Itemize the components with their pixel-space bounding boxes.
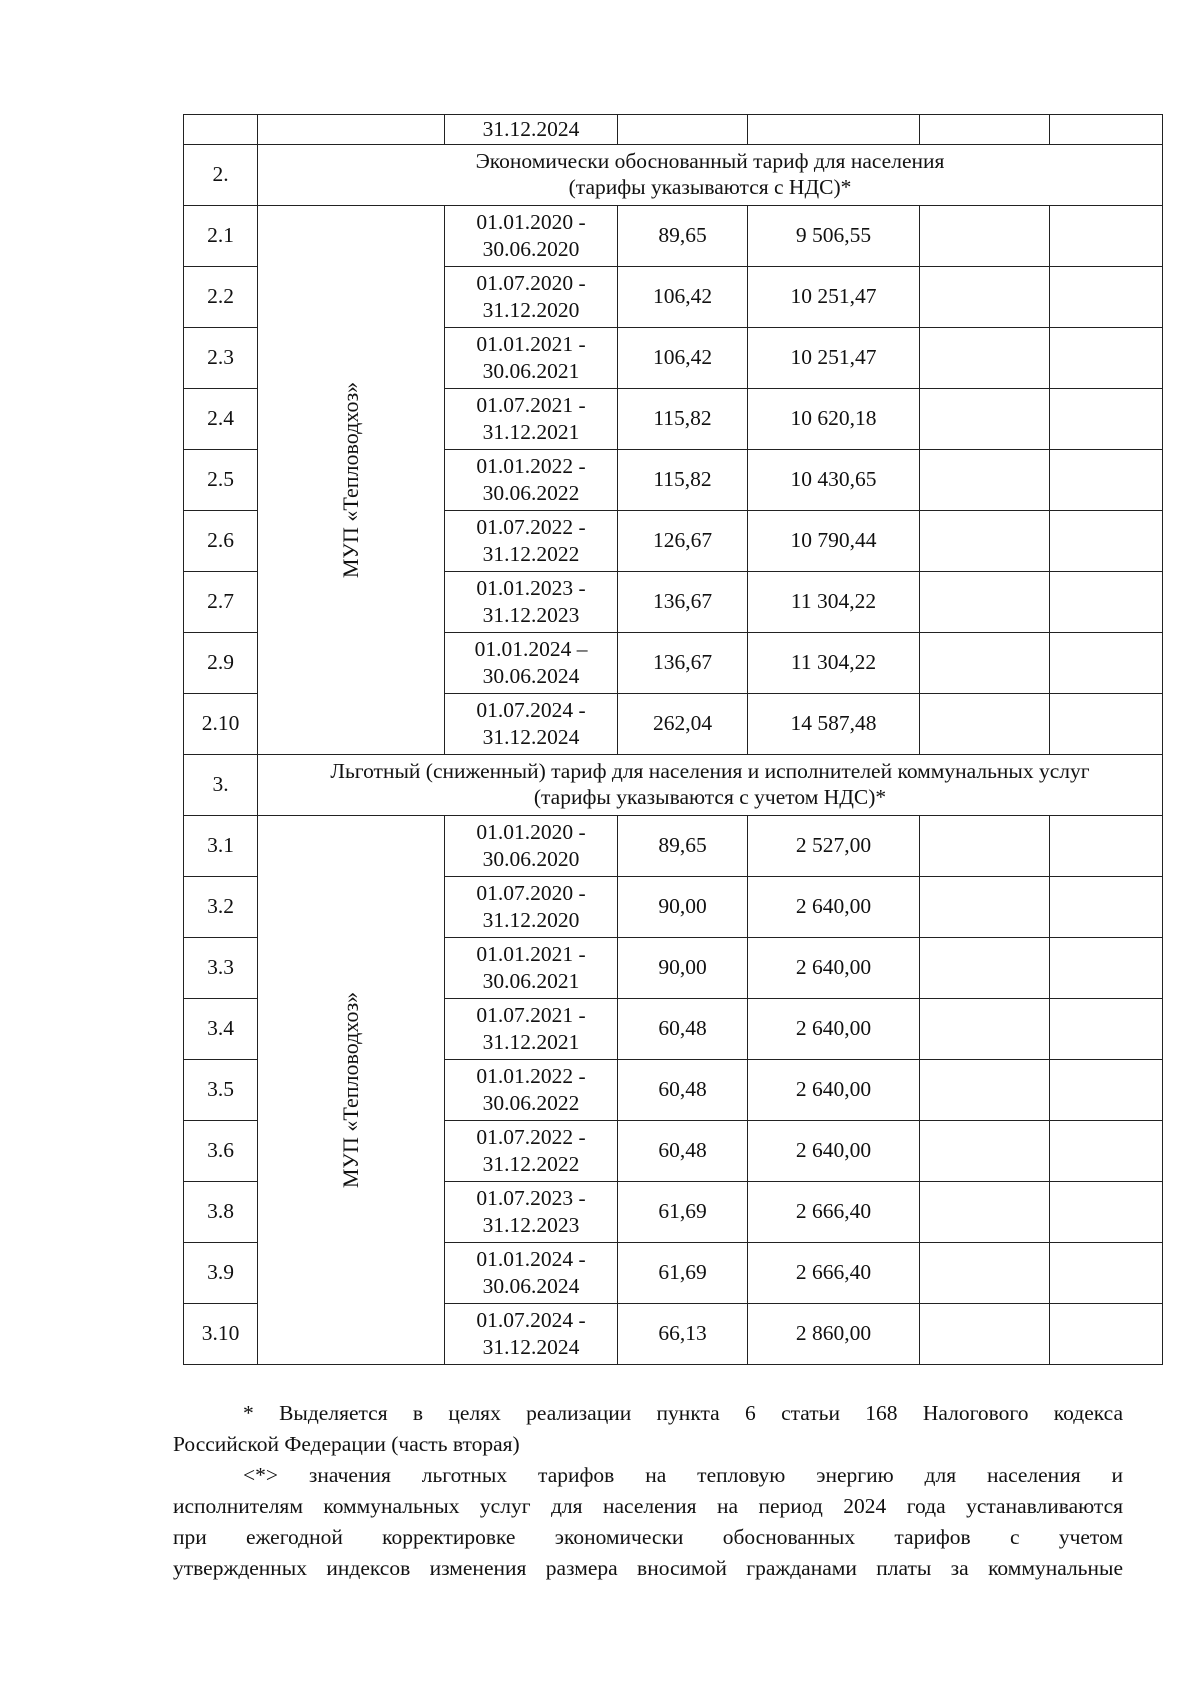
- empty-cell: [920, 938, 1050, 999]
- footnote-preferential-cont: исполнителям коммунальных услуг для населения на период 2024 года устанавливаются: [173, 1494, 1123, 1518]
- empty-cell: [920, 1304, 1050, 1365]
- section-title-line: Льготный (сниженный) тариф для населения и исполнителей коммунальных услуг: [330, 759, 1090, 784]
- empty-cell: [920, 694, 1050, 755]
- period-cell: [445, 1121, 618, 1182]
- empty-cell: [920, 328, 1050, 389]
- organization-name: МУП «Тепловодхоз»: [337, 991, 363, 1189]
- tariff-value-1: 90,00: [618, 938, 748, 999]
- empty-cell: [1050, 694, 1163, 755]
- empty-cell: [1050, 511, 1163, 572]
- empty-cell: [1050, 999, 1163, 1060]
- tariff-value-2: 2 640,00: [748, 1121, 920, 1182]
- period-start: 01.01.2021 -: [476, 942, 586, 967]
- row-number: 2.1: [184, 206, 258, 267]
- organization-cell: [258, 206, 445, 755]
- empty-cell: [920, 572, 1050, 633]
- empty-cell: [1050, 938, 1163, 999]
- empty-cell: [920, 511, 1050, 572]
- period-cell: [445, 816, 618, 877]
- empty-cell: [1050, 389, 1163, 450]
- tariff-value-1: 66,13: [618, 1304, 748, 1365]
- period-end: 31.12.2023: [482, 603, 580, 627]
- tariff-value-2: 10 620,18: [748, 389, 920, 450]
- row-number: 2.2: [184, 267, 258, 328]
- period-start: 01.01.2021 -: [476, 332, 586, 357]
- period-start: 01.07.2024 -: [476, 698, 586, 723]
- section-number: 3.: [184, 755, 258, 816]
- tariff-value-1: 89,65: [618, 816, 748, 877]
- empty-cell: [920, 267, 1050, 328]
- row-number: 2.10: [184, 694, 258, 755]
- empty-cell: [920, 633, 1050, 694]
- tariff-value-1: 136,67: [618, 572, 748, 633]
- tariff-value-1: 106,42: [618, 328, 748, 389]
- empty-cell: [1050, 1304, 1163, 1365]
- section-title-line: (тарифы указываются с учетом НДС)*: [533, 785, 887, 809]
- empty-cell: [1050, 877, 1163, 938]
- organization-cell: [258, 816, 445, 1365]
- tariff-value-1: 61,69: [618, 1182, 748, 1243]
- row-number: 2.7: [184, 572, 258, 633]
- section-title: [258, 145, 1163, 206]
- period-end: 30.06.2021: [482, 969, 580, 993]
- empty-cell: [1050, 328, 1163, 389]
- empty-cell: [920, 450, 1050, 511]
- row-number: 3.1: [184, 816, 258, 877]
- period-cell: [445, 694, 618, 755]
- table-row: [184, 816, 1163, 877]
- period-start: 01.01.2024 –: [474, 637, 588, 662]
- tariff-value-2: 2 666,40: [748, 1182, 920, 1243]
- period-cell: [445, 450, 618, 511]
- period-cell: 31.12.2024: [445, 115, 618, 145]
- tariff-value-2: 11 304,22: [748, 633, 920, 694]
- period-end: 31.12.2021: [482, 420, 580, 444]
- tariff-value-2: 2 640,00: [748, 877, 920, 938]
- period-start: 01.07.2023 -: [476, 1186, 586, 1211]
- period-cell: [445, 389, 618, 450]
- empty-cell: [920, 389, 1050, 450]
- empty-cell: [1050, 267, 1163, 328]
- empty-cell: [1050, 1060, 1163, 1121]
- empty-cell: [920, 816, 1050, 877]
- period-start: 01.07.2024 -: [476, 1308, 586, 1333]
- period-cell: [445, 633, 618, 694]
- empty-cell: [1050, 206, 1163, 267]
- footnote-preferential: <*> значения льготных тарифов на тепловую энергию для населения и: [243, 1463, 1123, 1487]
- tariff-value-1: 115,82: [618, 389, 748, 450]
- empty-cell: [920, 1182, 1050, 1243]
- row-number: 3.5: [184, 1060, 258, 1121]
- period-start: 01.07.2021 -: [476, 1003, 586, 1028]
- tariff-value-1: 126,67: [618, 511, 748, 572]
- section-number: 2.: [184, 145, 258, 206]
- empty-cell: [920, 999, 1050, 1060]
- period-cell: [445, 511, 618, 572]
- row-number: 2.3: [184, 328, 258, 389]
- row-number: 3.9: [184, 1243, 258, 1304]
- tariff-value-1: 60,48: [618, 1060, 748, 1121]
- tariff-value-1: 106,42: [618, 267, 748, 328]
- tariff-value-1: 89,65: [618, 206, 748, 267]
- period-start: 01.01.2022 -: [476, 454, 586, 479]
- tariff-value-1: 136,67: [618, 633, 748, 694]
- tariff-value-2: 10 790,44: [748, 511, 920, 572]
- tariff-value-1: 115,82: [618, 450, 748, 511]
- period-end: 30.06.2022: [482, 1091, 580, 1115]
- tariff-value-2: 10 430,65: [748, 450, 920, 511]
- row-number: 2.5: [184, 450, 258, 511]
- tariff-value-2: 2 666,40: [748, 1243, 920, 1304]
- period-end: 31.12.2023: [482, 1213, 580, 1237]
- row-number: 2.6: [184, 511, 258, 572]
- period-cell: [445, 877, 618, 938]
- empty-cell: [920, 1060, 1050, 1121]
- period-cell: [445, 572, 618, 633]
- empty-cell: [1050, 816, 1163, 877]
- period-cell: [445, 1060, 618, 1121]
- period-cell: [445, 1182, 618, 1243]
- row-number: 3.3: [184, 938, 258, 999]
- section-header-row: [184, 755, 1163, 816]
- period-cell: [445, 999, 618, 1060]
- tariff-value-2: 10 251,47: [748, 328, 920, 389]
- period-end: 30.06.2022: [482, 481, 580, 505]
- period-cell: [445, 1243, 618, 1304]
- empty-cell: [920, 877, 1050, 938]
- tariff-value-1: 262,04: [618, 694, 748, 755]
- empty-cell: [920, 1121, 1050, 1182]
- period-start: 01.07.2022 -: [476, 515, 586, 540]
- empty-cell: [1050, 1182, 1163, 1243]
- period-start: 01.07.2021 -: [476, 393, 586, 418]
- row-number: 3.10: [184, 1304, 258, 1365]
- period-end: 31.12.2024: [482, 1335, 580, 1359]
- period-start: 01.01.2024 -: [476, 1247, 586, 1272]
- footnote-preferential-cont: при ежегодной корректировке экономически обоснованных тарифов с учетом: [173, 1525, 1123, 1549]
- footnote-vat: * Выделяется в целях реализации пункта 6 статьи 168 Налогового кодекса: [243, 1401, 1123, 1425]
- period-end: 31.12.2022: [482, 1152, 580, 1176]
- period-end: 31.12.2020: [482, 908, 580, 932]
- period-start: 01.01.2020 -: [476, 820, 586, 845]
- section-title-line: (тарифы указываются с НДС)*: [568, 175, 852, 199]
- tariff-value-2: 11 304,22: [748, 572, 920, 633]
- period-start: 01.07.2022 -: [476, 1125, 586, 1150]
- period-end: 30.06.2021: [482, 359, 580, 383]
- period-end: 31.12.2024: [482, 725, 580, 749]
- period-start: 01.01.2020 -: [476, 210, 586, 235]
- tariff-value-2: 2 640,00: [748, 999, 920, 1060]
- period-cell: [445, 267, 618, 328]
- empty-cell: [1050, 450, 1163, 511]
- tariff-value-1: 60,48: [618, 999, 748, 1060]
- period-end: 30.06.2024: [482, 664, 580, 688]
- row-number: 3.8: [184, 1182, 258, 1243]
- empty-cell: [1050, 572, 1163, 633]
- footnote-preferential-cont: утвержденных индексов изменения размера вносимой гражданами платы за коммунальные: [173, 1556, 1123, 1580]
- period-end: 30.06.2024: [482, 1274, 580, 1298]
- tariff-value-2: 2 640,00: [748, 938, 920, 999]
- period-cell: [445, 328, 618, 389]
- period-end: 30.06.2020: [482, 237, 580, 261]
- tariff-value-1: 90,00: [618, 877, 748, 938]
- row-number: 3.4: [184, 999, 258, 1060]
- tariff-value-2: 10 251,47: [748, 267, 920, 328]
- period-cell: [445, 1304, 618, 1365]
- tariff-value-2: 9 506,55: [748, 206, 920, 267]
- empty-cell: [920, 206, 1050, 267]
- tariff-value-2: 2 527,00: [748, 816, 920, 877]
- section-title-line: Экономически обоснованный тариф для населения: [475, 149, 945, 174]
- period-start: 01.01.2023 -: [476, 576, 586, 601]
- empty-cell: [1050, 633, 1163, 694]
- period-cell: [445, 206, 618, 267]
- organization-name: МУП «Тепловодхоз»: [337, 381, 363, 579]
- period-end: 31.12.2022: [482, 542, 580, 566]
- section-header-row: [184, 145, 1163, 206]
- period-start: 01.07.2020 -: [476, 881, 586, 906]
- row-number: 2.9: [184, 633, 258, 694]
- empty-cell: [1050, 1121, 1163, 1182]
- empty-cell: [1050, 1243, 1163, 1304]
- tariff-value-2: 14 587,48: [748, 694, 920, 755]
- period-end: 31.12.2020: [482, 298, 580, 322]
- period-start: 01.01.2022 -: [476, 1064, 586, 1089]
- continued-row: [184, 115, 1163, 145]
- tariff-value-1: 61,69: [618, 1243, 748, 1304]
- section-title: [258, 755, 1163, 816]
- period-end: 31.12.2021: [482, 1030, 580, 1054]
- period-end: 30.06.2020: [482, 847, 580, 871]
- row-number: 3.2: [184, 877, 258, 938]
- tariff-table: [183, 114, 1163, 1365]
- tariff-value-2: 2 640,00: [748, 1060, 920, 1121]
- period-cell: [445, 938, 618, 999]
- footnotes: [173, 1398, 1123, 1584]
- tariff-value-2: 2 860,00: [748, 1304, 920, 1365]
- empty-cell: [920, 1243, 1050, 1304]
- tariff-value-1: 60,48: [618, 1121, 748, 1182]
- table-row: [184, 206, 1163, 267]
- row-number: 3.6: [184, 1121, 258, 1182]
- footnote-vat-cont: Российской Федерации (часть вторая): [173, 1432, 520, 1456]
- row-number: 2.4: [184, 389, 258, 450]
- period-start: 01.07.2020 -: [476, 271, 586, 296]
